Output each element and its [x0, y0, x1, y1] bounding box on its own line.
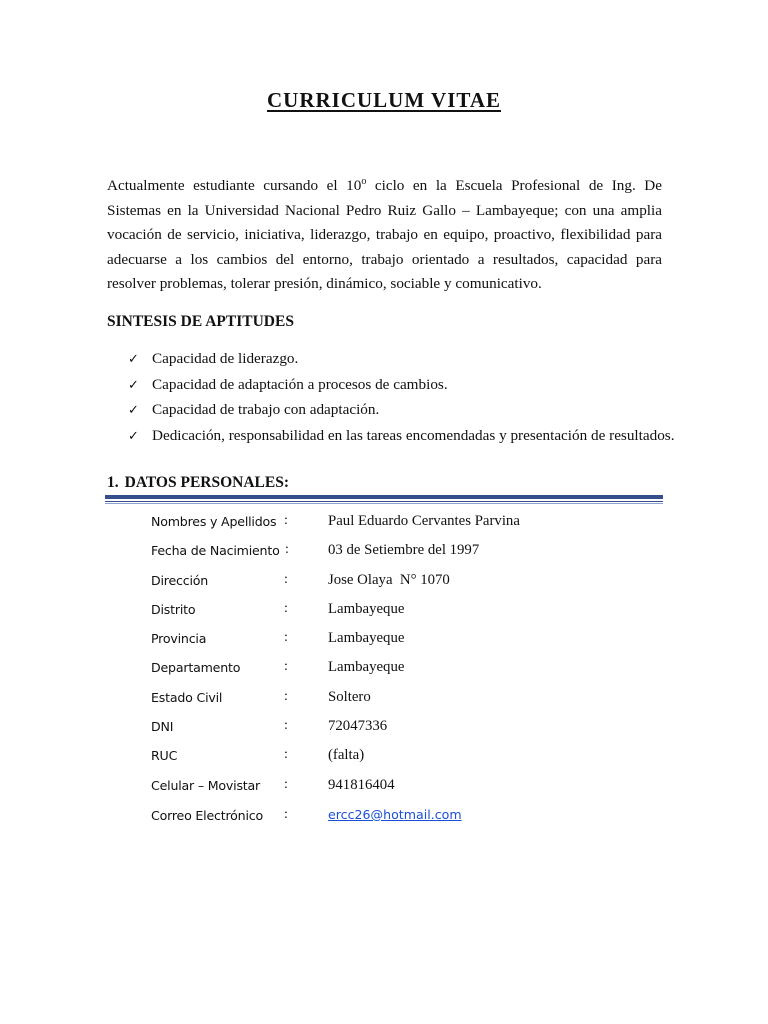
datos-row-nombres [0, 508, 768, 537]
intro-superscript: o [361, 175, 367, 187]
aptitudes-heading: SINTESIS DE APTITUDES [107, 313, 294, 330]
check-icon: ✓ [128, 377, 139, 393]
row-colon: : [284, 718, 288, 733]
row-value: 72047336 [328, 718, 388, 734]
row-colon: : [284, 777, 288, 792]
aptitude-text: Capacidad de liderazgo. [152, 350, 299, 367]
datos-row-departamento [0, 654, 768, 683]
row-label: Estado Civil [151, 690, 223, 705]
row-colon: : [284, 659, 288, 674]
row-value: Lambayeque [328, 630, 405, 646]
check-icon: ✓ [128, 428, 139, 444]
datos-row-provincia [0, 625, 768, 654]
datos-row-correo [0, 802, 768, 831]
datos-row-celular [0, 772, 768, 801]
aptitude-text: Capacidad de trabajo con adaptación. [152, 401, 380, 419]
row-label: Correo Electrónico [151, 808, 263, 823]
aptitudes-list [128, 347, 675, 449]
row-value: Jose Olaya N° 1070 [328, 572, 450, 588]
aptitude-item [128, 347, 675, 373]
row-value: Lambayeque [328, 659, 405, 675]
row-label: Celular – Movistar [151, 778, 261, 793]
datos-row-direccion [0, 567, 768, 596]
row-colon: : [284, 630, 288, 645]
row-label: RUC [151, 748, 178, 763]
aptitude-text: Dedicación, responsabilidad en las tareas encomendadas y presentación de resultados. [152, 426, 675, 444]
row-label: Dirección [151, 573, 209, 588]
row-label: Provincia [151, 631, 207, 646]
row-label: Distrito [151, 602, 196, 617]
aptitude-item [128, 373, 675, 399]
datos-row-ruc [0, 742, 768, 771]
row-label: Nombres y Apellidos [151, 514, 277, 529]
section-title: DATOS PERSONALES: [124, 474, 289, 491]
email-link[interactable]: ercc26@hotmail.com [328, 807, 462, 822]
datos-row-fecha-nacimiento [0, 537, 768, 566]
row-value: Soltero [328, 689, 371, 705]
datos-personales-heading [107, 474, 289, 492]
aptitude-item [128, 398, 675, 424]
check-icon: ✓ [128, 403, 139, 419]
intro-text-rest: ciclo en la Escuela Profesional de Ing. De Sistemas en la Universidad Nacional Pedro Ruiz Gallo – Lambayeque; con una amplia vocación de servicio, iniciativa, liderazgo, trabajo en equipo, proactivo, flexibilidad para adecuarse a los cambios del entorno, trabajo orientado a resultados, capacidad para resolver problemas, tolerar presión, dinámico, sociable y comunicativo. [107, 177, 662, 292]
intro-text-start: Actualmente estudiante cursando el 10 [107, 177, 362, 194]
datos-row-distrito [0, 596, 768, 625]
row-value: Paul Eduardo Cervantes Parvina [328, 513, 520, 529]
check-icon: ✓ [128, 352, 139, 367]
section-number: 1. [107, 474, 119, 491]
row-value: 03 de Setiembre del 1997 [328, 542, 480, 558]
row-colon: : [284, 747, 288, 762]
row-value: (falta) [328, 747, 365, 763]
row-colon: : [284, 807, 288, 822]
section-divider-thick [105, 495, 663, 499]
section-divider-shadow [105, 503, 663, 504]
row-value: 941816404 [328, 777, 395, 793]
aptitude-text: Capacidad de adaptación a procesos de cambios. [152, 375, 448, 393]
datos-row-estado-civil [0, 684, 768, 713]
row-colon: : [284, 689, 288, 704]
datos-row-dni [0, 713, 768, 742]
page-title: CURRICULUM VITAE [267, 88, 501, 112]
row-colon: : [285, 542, 289, 557]
row-value: Lambayeque [328, 601, 405, 617]
intro-paragraph [107, 174, 662, 297]
row-colon: : [284, 601, 288, 616]
row-label: DNI [151, 719, 174, 734]
row-label: Fecha de Nacimiento [151, 543, 280, 558]
row-colon: : [284, 572, 288, 587]
section-divider-thin [105, 501, 663, 502]
aptitude-item [128, 424, 675, 450]
row-colon: : [284, 513, 288, 528]
row-label: Departamento [151, 660, 241, 675]
